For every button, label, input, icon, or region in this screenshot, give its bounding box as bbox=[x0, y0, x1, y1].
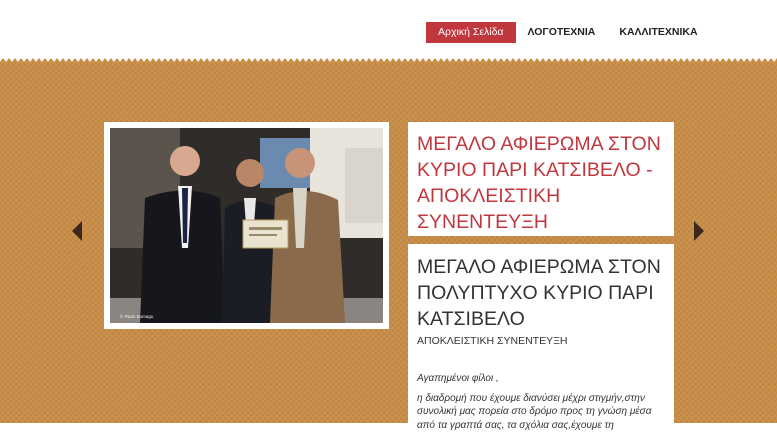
nav-item-literature[interactable]: ΛΟΓΟΤΕΧΝΙΑ bbox=[527, 26, 596, 38]
article-paragraph: η διαδρομή που έχουμε διανύσει μέχρι στιγμήν,στην συνολική μας πορεία στο δρόμο προς τη γνώση μέσα από τα γραπτά σας, τα σχόλια σας,έχουμε τη bbox=[417, 392, 652, 431]
article-title[interactable]: ΜΕΓΑΛΟ ΑΦΙΕΡΩΜΑ ΣΤΟΝ ΠΟΛΥΠΤΥΧΟ ΚΥΡΙΟ ΠΑΡΙ ΚΑΤΣΙΒΕΛΟ bbox=[417, 256, 661, 330]
photo bbox=[110, 128, 383, 323]
article-body bbox=[417, 372, 669, 432]
nav-item-arts[interactable]: ΚΑΛΛΙΤΕΧΝΙΚΑ bbox=[619, 26, 698, 38]
nav-item-home[interactable]: Αρχική Σελίδα bbox=[426, 22, 516, 43]
article-card bbox=[408, 244, 674, 434]
article-subtitle: ΑΠΟΚΛΕΙΣΤΙΚΗ ΣΥΝΕΝΤΕΥΞΗ bbox=[417, 335, 568, 347]
chevron-right-icon[interactable] bbox=[694, 221, 704, 241]
photo-illustration bbox=[110, 128, 383, 323]
article-greeting: Αγαπημένοι φίλοι , bbox=[417, 373, 499, 384]
slider-image[interactable] bbox=[104, 122, 389, 329]
slider-title[interactable]: ΜΕΓΑΛΟ ΑΦΙΕΡΩΜΑ ΣΤΟΝ ΚΥΡΙΟ ΠΑΡΙ ΚΑΤΣΙΒΕΛΟ - ΑΠΟΚΛΕΙΣΤΙΚΗ ΣΥΝΕΝΤΕΥΞΗ bbox=[417, 133, 661, 233]
photo-credit: © Radu Bumagu bbox=[120, 314, 154, 319]
site-header bbox=[0, 0, 777, 62]
slider-caption[interactable] bbox=[408, 122, 674, 236]
main-nav bbox=[426, 22, 710, 43]
chevron-left-icon[interactable] bbox=[72, 221, 82, 241]
